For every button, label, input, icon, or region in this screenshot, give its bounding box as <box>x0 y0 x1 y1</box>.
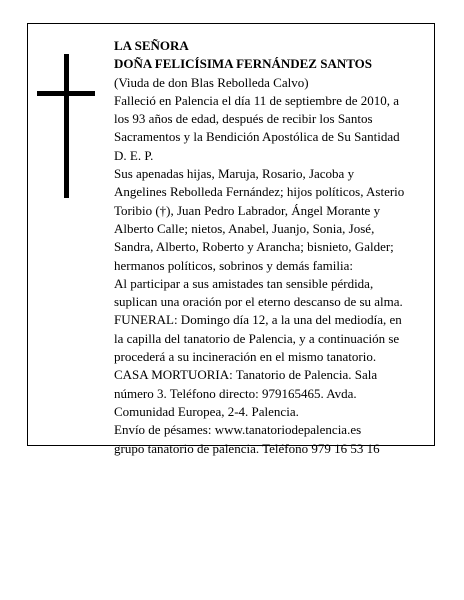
body-line: Envío de pésames: www.tanatoriodepalencia.es <box>114 422 362 438</box>
body-line: la capilla del tanatorio de Palencia, y a continuación se <box>114 330 400 346</box>
body-line: Alberto Calle; nietos, Anabel, Juanjo, Sonia, José, <box>114 220 375 236</box>
body-line: Falleció en Palencia el día 11 de septiembre de 2010, a <box>114 92 400 108</box>
body-line: número 3. Teléfono directo: 979165465. Avda. <box>114 385 357 401</box>
body-line: hermanos políticos, sobrinos y demás familia: <box>114 257 354 273</box>
cross-vertical-bar <box>64 54 69 198</box>
body-line: procederá a su incineración en el mismo tanatorio. <box>114 349 377 365</box>
obituary-text <box>114 37 424 458</box>
body-line: D. E. P. <box>114 147 154 163</box>
body-line: Sacramentos y la Bendición Apostólica de Su Santidad <box>114 129 400 145</box>
body-line: Al participar a sus amistades tan sensible pérdida, <box>114 275 374 291</box>
body-line: CASA MORTUORIA: Tanatorio de Palencia. Sala <box>114 367 378 383</box>
body-line: Toribio (†), Juan Pedro Labrador, Ángel Morante y <box>114 202 381 218</box>
body-line: los 93 años de edad, después de recibir los Santos <box>114 111 373 127</box>
cross-horizontal-bar <box>37 91 95 96</box>
body-line: suplican una oración por el eterno descanso de su alma. <box>114 294 403 310</box>
notice-title: LA SEÑORA <box>114 38 189 53</box>
body-line: Comunidad Europea, 2-4. Palencia. <box>114 403 299 419</box>
body-line: Sandra, Alberto, Roberto y Arancha; bisnieto, Galder; <box>114 239 394 255</box>
body-line: grupo tanatorio de palencia. Teléfono 979 16 53 16 <box>114 440 380 456</box>
body-line: FUNERAL: Domingo día 12, a la una del mediodía, en <box>114 312 402 328</box>
deceased-name: DOÑA FELICÍSIMA FERNÁNDEZ SANTOS <box>114 56 373 72</box>
body-line: Angelines Rebolleda Fernández; hijos políticos, Asterio <box>114 184 405 200</box>
widow-line: (Viuda de don Blas Rebolleda Calvo) <box>114 74 309 90</box>
body-line: Sus apenadas hijas, Maruja, Rosario, Jacoba y <box>114 166 355 182</box>
cross-icon <box>37 54 95 198</box>
